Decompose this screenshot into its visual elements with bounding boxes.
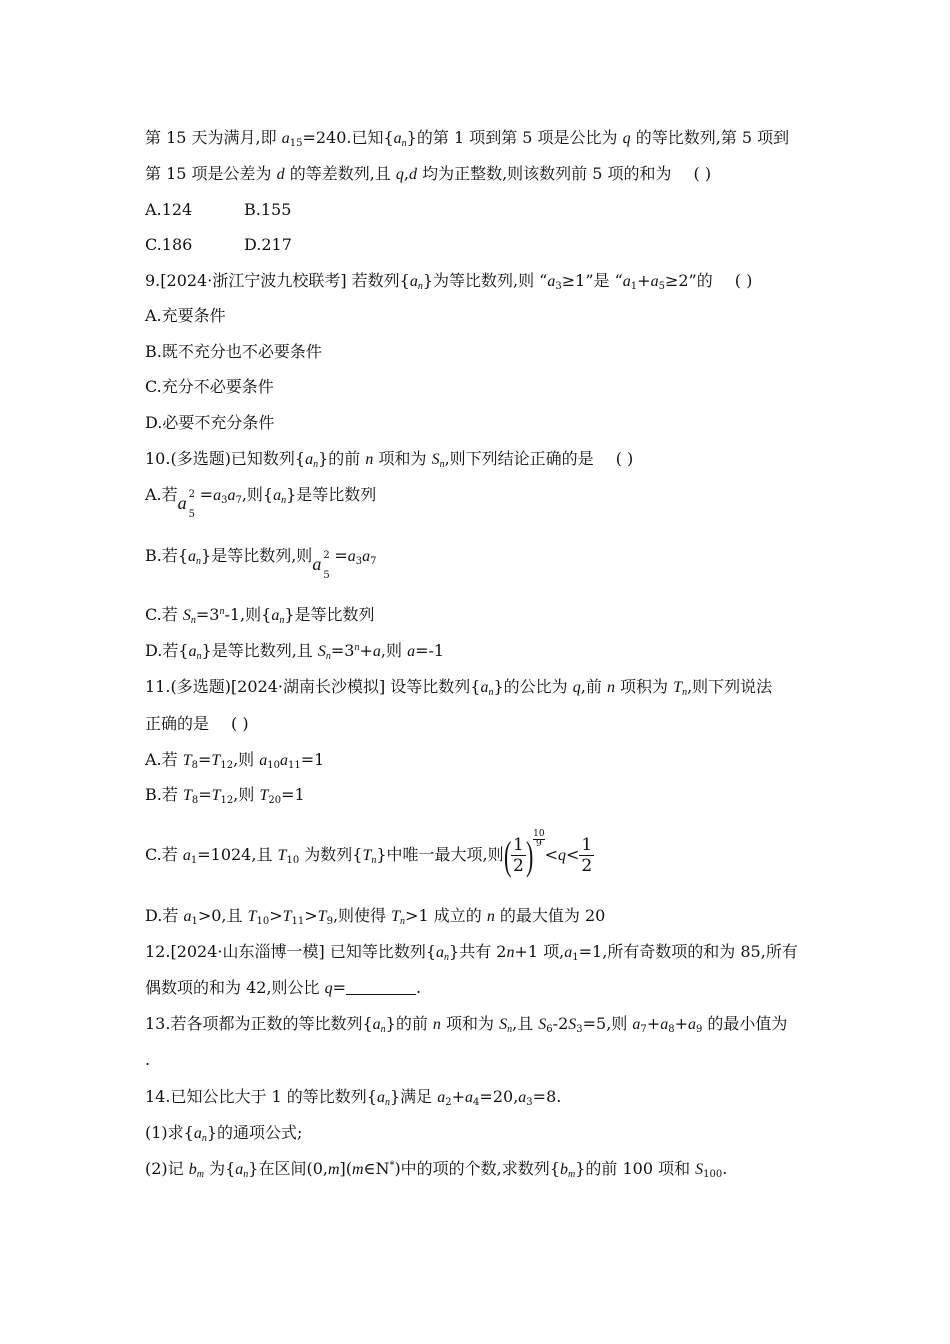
q9-stem: 9.[2024·浙江宁波九校联考] 若数列$\{a_n\}$为等比数列,则 “$a_3\ge 1$”是 “$a_1+a_5\ge 2$”的 ( ) (145, 271, 753, 292)
q8-line1: 第 15 天为满月,即 $a_{15}=240$.已知$\{a_n\}$的第 1 项到第 5 项是公比为 q 的等比数列,第 5 项到 (145, 128, 790, 149)
fraction-one-half: $\frac{1}{2}$ (581, 835, 593, 876)
q11-option-b: B.若 $T_8=T_{12}$,则 $T_{20}=1$ (145, 785, 305, 806)
q8-option-c: C.186 (145, 235, 193, 254)
q9-option-a: A.充要条件 (145, 306, 226, 325)
exponent-fraction: $\frac{10}{9}$ (533, 829, 545, 849)
q11-stem-line1: 11.(多选题)[2024·湖南长沙模拟] 设等比数列$\{a_n\}$的公比为 q,前 n 项积为 $T_n$,则下列说法 (145, 677, 773, 698)
q9-option-d: D.必要不充分条件 (145, 413, 275, 432)
q10-option-c: C.若 $S_n=3^n-1$,则$\{a_n\}$是等比数列 (145, 605, 375, 626)
answer-parentheses: ( ) (693, 164, 712, 183)
answer-blank[interactable] (346, 980, 416, 995)
q9-option-c: C.充分不必要条件 (145, 377, 274, 396)
q10-option-b: B.若$\{a_n\}$是等比数列,则 a 2 5 $=a_3a_7$ (145, 546, 377, 581)
q13-line2: . (145, 1050, 151, 1069)
q11-option-d: D.若 $a_1>0$,且 $T_{10}>T_{11}>T_9$,则使得 $T_n>1$ 成立的 n 的最大值为 20 (145, 906, 606, 927)
answer-parentheses: ( ) (231, 714, 249, 733)
a5-squared: a 2 5 (177, 489, 196, 520)
fraction-one-half: $\frac{1}{2}$ (512, 835, 524, 876)
q11-stem-line2: 正确的是 ( ) (145, 714, 249, 733)
q10-option-a: A.若 a 2 5 $=a_3a_7$,则$\{a_n\}$是等比数列 (145, 485, 377, 520)
q12-line1: 12.[2024·山东淄博一模] 已知等比数列$\{a_n\}$共有 2n+1 项$,a_1=1$,所有奇数项的和为 85,所有 (145, 942, 798, 963)
q11-option-a: A.若 $T_8=T_{12}$,则 $a_{10}a_{11}=1$ (145, 750, 325, 771)
q10-stem: 10.(多选题)已知数列$\{a_n\}$的前 n 项和为 $S_n$,则下列结论正确的是 ( ) (145, 449, 634, 470)
q8-option-a: A.124 (145, 200, 193, 219)
q8-option-d: D.217 (244, 235, 292, 254)
q9-option-b: B.既不充分也不必要条件 (145, 342, 322, 361)
q14-part1: (1)求$\{a_n\}$的通项公式; (145, 1123, 303, 1144)
q10-option-d: D.若$\{a_n\}$是等比数列,且 $S_n=3^n+a$,则 a=-1 (145, 641, 445, 662)
q14-part2: (2)记 $b_m$ 为$\{a_n\}$在区间(0,m](m∈N*)中的项的个数,求数列$\{b_m\}$的前 100 项和 $S_{100}$. (145, 1159, 728, 1180)
q8-option-b: B.155 (244, 200, 292, 219)
q13-line1: 13.若各项都为正数的等比数列$\{a_n\}$的前 n 项和为 $S_n$,且 $S_6-2S_3=5$,则 $a_7+a_8+a_9$ 的最小值为 (145, 1014, 788, 1035)
a5-squared: a 2 5 (312, 550, 330, 581)
answer-parentheses: ( ) (615, 449, 634, 468)
q12-line2: 偶数项的和为 42,则公比 q= . (145, 978, 422, 997)
q11-option-c: C.若 $a_1=1024$,且 $T_{10}$ 为数列$\{T_n\}$中唯一最大项,则( $\frac{1}{2}$ ) $\frac{10}{9}$ <q< $\frac{1}{2}$ (145, 829, 593, 878)
answer-parentheses: ( ) (734, 271, 753, 290)
q14-stem: 14.已知公比大于 1 的等比数列$\{a_n\}$满足 $a_2+a_4=20,a_3=8$. (145, 1087, 562, 1108)
q8-line2: 第 15 项是公差为 d 的等差数列,且 q,d 均为正整数,则该数列前 5 项的和为 ( ) (145, 164, 712, 183)
